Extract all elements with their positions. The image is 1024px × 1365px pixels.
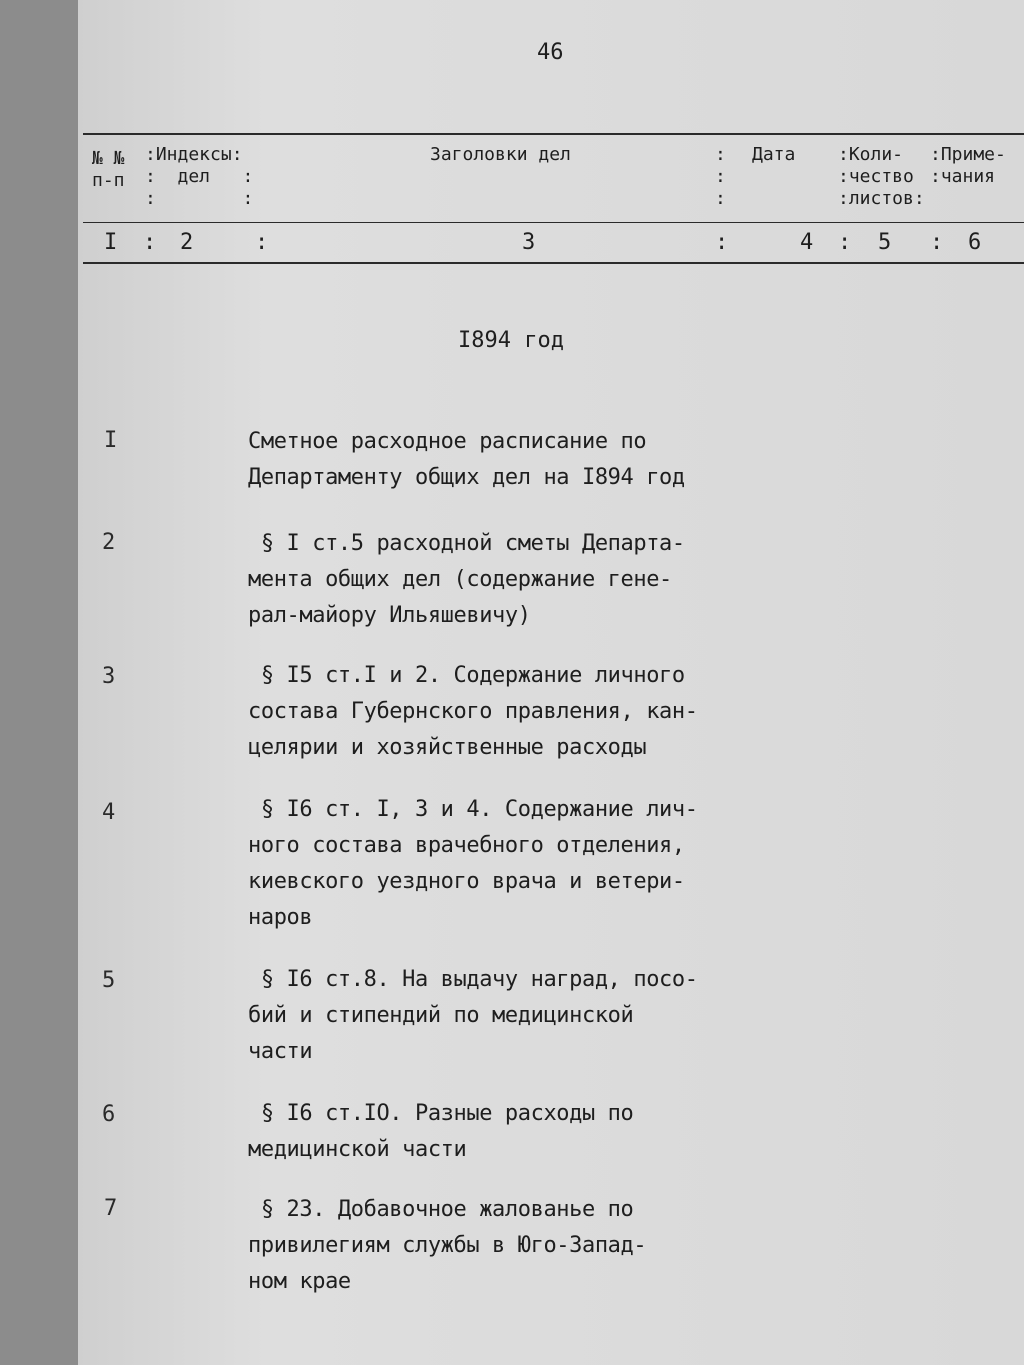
column-number: 6 [968,230,982,255]
page-number: 46 [537,40,564,65]
entry-title: § I5 ст.I и 2. Содержание личного состава Губернского правления, кан- целярии и хозяйственные расходы [248,663,698,760]
header-bottom-rule [83,262,1024,264]
entry-number: 3 [102,664,116,689]
column-separator: : [255,230,269,255]
column-number: 3 [522,230,536,255]
entry-number: 6 [102,1102,116,1127]
entry-number: 2 [102,530,116,555]
column-separator: : [143,230,157,255]
header-index: :Индексы: : дел : : : [145,144,254,209]
entry-number: 4 [102,800,116,825]
entry-title: § I6 ст.IO. Разные расходы по медицинской части [248,1101,634,1162]
header-mid-rule [83,222,1024,223]
header-number: № № п-п [92,148,125,191]
header-separator: : : : [715,144,726,209]
year-heading: I894 год [458,328,564,353]
column-separator: : [715,230,729,255]
column-number: I [104,230,118,255]
entry-title: § I6 ст. I, 3 и 4. Содержание лич- ного состава врачебного отделения, киевского уездного врача и ветери- наров [248,797,698,930]
column-separator: : [930,230,944,255]
entry-title: § I ст.5 расходной сметы Департа- мента общих дел (содержание гене- рал-майору Ильяшевичу) [248,531,685,628]
column-number: 2 [180,230,194,255]
entry-number: 7 [104,1196,118,1221]
entry-title: § I6 ст.8. На выдачу наград, посо- бий и стипендий по медицинской части [248,967,698,1064]
column-separator: : [838,230,852,255]
entry-title: § 23. Добавочное жалованье по привилегиям службы в Юго-Запад- ном крае [248,1197,647,1294]
column-number: 5 [878,230,892,255]
header-notes: :Приме- :чания [930,144,1006,187]
entry-title: Сметное расходное расписание по Департаменту общих дел на I894 год [248,429,685,490]
header-count: :Коли- :чество :листов: [838,144,925,209]
entry-number: I [104,428,118,453]
header-top-rule [83,133,1024,135]
header-titles: Заголовки дел [430,144,571,165]
header-date: Дата [752,144,796,165]
column-number: 4 [800,230,814,255]
entry-number: 5 [102,968,116,993]
